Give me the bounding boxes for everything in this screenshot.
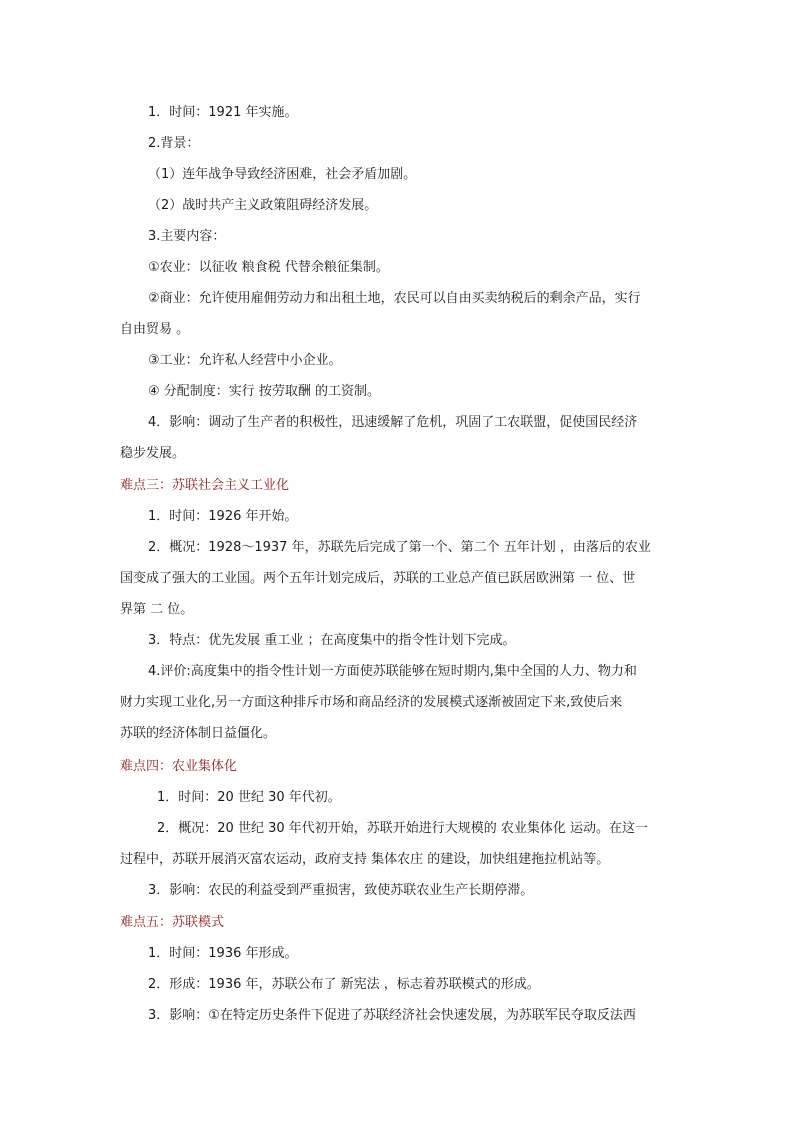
collectivization-time: 1．时间：20 世纪 30 年代初。 — [157, 790, 341, 805]
nep-background-2: （2）战时共产主义政策阻碍经济发展。 — [148, 198, 378, 213]
industrialization-evaluation-cont-2: 苏联的经济体制日益僵化。 — [120, 726, 277, 741]
industrialization-evaluation: 4.评价:高度集中的指令性计划一方面使苏联能够在短时期内,集中全国的人力、物力和 — [148, 664, 637, 679]
nep-commerce-cont: 自由贸易 。 — [120, 322, 190, 337]
nep-background-1: （1）连年战争导致经济困难，社会矛盾加剧。 — [148, 167, 417, 182]
heading-difficulty-5: 难点五：苏联模式 — [120, 915, 225, 930]
industrialization-overview: 2．概况：1928～1937 年，苏联先后完成了第一个、第二个 五年计划 ，由落后的农业 — [148, 540, 651, 555]
heading-difficulty-4: 难点四：农业集体化 — [120, 759, 238, 774]
model-formation: 2．形成：1936 年，苏联公布了 新宪法 ，标志着苏联模式的形成。 — [148, 977, 540, 992]
collectivization-impact: 3．影响：农民的利益受到严重损害，致使苏联农业生产长期停滞。 — [148, 883, 534, 898]
nep-time: 1．时间：1921 年实施。 — [148, 105, 298, 120]
nep-agriculture: ①农业：以征收 粮食税 代替余粮征集制。 — [148, 260, 389, 275]
nep-distribution: ④ 分配制度：实行 按劳取酬 的工资制。 — [148, 384, 381, 399]
nep-content-label: 3.主要内容： — [148, 229, 226, 244]
industrialization-overview-cont-2: 界第 二 位。 — [120, 602, 194, 617]
nep-impact: 4．影响：调动了生产者的积极性，迅速缓解了危机，巩固了工农联盟，促使国民经济 — [148, 415, 638, 430]
model-time: 1．时间：1936 年形成。 — [148, 946, 298, 961]
nep-commerce: ②商业：允许使用雇佣劳动力和出租土地，农民可以自由买卖纳税后的剩余产品，实行 — [148, 291, 641, 306]
nep-background-label: 2.背景： — [148, 136, 200, 151]
model-impact: 3．影响：①在特定历史条件下促进了苏联经济社会快速发展，为苏联军民夺取反法西 — [148, 1008, 636, 1023]
industrialization-features: 3．特点：优先发展 重工业 ；在高度集中的指令性计划下完成。 — [148, 633, 516, 648]
collectivization-overview-cont: 过程中，苏联开展消灭富农运动，政府支持 集体农庄 的建设，加快组建拖拉机站等。 — [120, 852, 610, 867]
industrialization-overview-cont-1: 国变成了强大的工业国。两个五年计划完成后，苏联的工业总产值已跃居欧洲第 一 位、世 — [120, 571, 636, 586]
nep-impact-cont: 稳步发展。 — [120, 446, 186, 461]
heading-difficulty-3: 难点三：苏联社会主义工业化 — [120, 478, 290, 493]
nep-industry: ③工业：允许私人经营中小企业。 — [148, 353, 342, 368]
collectivization-overview: 2．概况：20 世纪 30 年代初开始，苏联开始进行大规模的 农业集体化 运动。在这一 — [157, 821, 649, 836]
industrialization-evaluation-cont-1: 财力实现工业化,另一方面这种排斥市场和商品经济的发展模式逐渐被固定下来,致使后来 — [120, 695, 623, 710]
industrialization-time: 1．时间：1926 年开始。 — [148, 509, 298, 524]
